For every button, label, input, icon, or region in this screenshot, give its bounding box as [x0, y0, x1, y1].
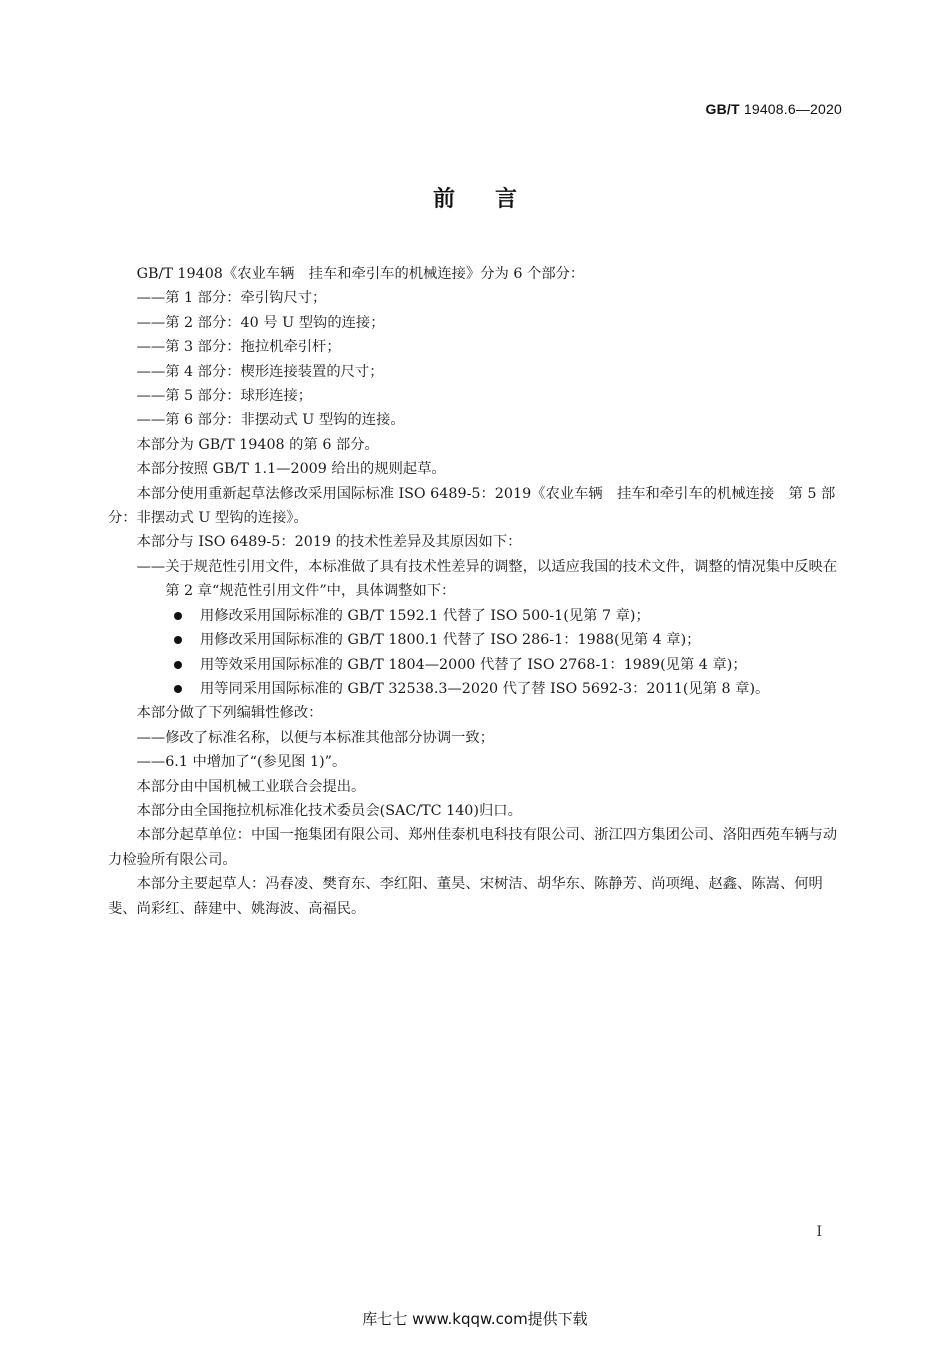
body-paragraph: 本部分为 GB/T 19408 的第 6 部分。 — [136, 436, 379, 453]
part-list-item: ——第 3 部分：拖拉机牵引杆； — [136, 339, 341, 356]
page-title: 前言 — [432, 187, 557, 212]
standard-code: 19408.6—2020 — [743, 101, 842, 117]
bullet-item: 用修改采用国际标准的 GB/T 1592.1 代替了 ISO 500-1(见第 7 章)； — [108, 604, 844, 628]
body-paragraph: 本部分与 ISO 6489-5：2019 的技术性差异及其原因如下： — [136, 534, 522, 551]
drafting-units: 本部分起草单位：中国一拖集团有限公司、郑州佳泰机电科技有限公司、浙江四方集团公司、洛阳西苑车辆与动力检验所有限公司。 — [108, 827, 838, 868]
body-paragraph: 本部分做了下列编辑性修改： — [136, 705, 323, 722]
download-footer: 库七七 www.kqqw.com提供下载 — [362, 1310, 588, 1328]
difference-item: ——关于规范性引用文件，本标准做了具有技术性差异的调整，以适应我国的技术文件，调整的情况集中反映在第 2 章“规范性引用文件”中，具体调整如下： — [136, 558, 838, 600]
bullet-item: 用等效采用国际标准的 GB/T 1804—2000 代替了 ISO 2768-1：1989(见第 4 章)； — [108, 653, 844, 677]
bullet-item: 用等同采用国际标准的 GB/T 32538.3—2020 代了替 ISO 5692-3：2011(见第 8 章)。 — [108, 677, 844, 701]
standard-prefix: GB/T — [705, 101, 740, 117]
edit-list-item: ——修改了标准名称，以便与本标准其他部分协调一致； — [136, 729, 495, 746]
bullet-item: 用修改采用国际标准的 GB/T 1800.1 代替了 ISO 286-1：1988(见第 4 章)； — [108, 628, 844, 652]
part-list-item: ——第 4 部分：楔形连接装置的尺寸； — [136, 363, 384, 380]
body-paragraph: 本部分使用重新起草法修改采用国际标准 ISO 6489-5：2019《农业车辆 挂车和牵引车的机械连接 第 5 部分：非摆动式 U 型钩的连接》。 — [108, 485, 836, 527]
part-list-item: ——第 5 部分：球形连接； — [136, 388, 313, 405]
part-list-item: ——第 1 部分：牵引钩尺寸； — [136, 290, 327, 307]
body-paragraph: 本部分由全国拖拉机标准化技术委员会(SAC/TC 140)归口。 — [136, 802, 522, 819]
drafters: 本部分主要起草人：冯春凌、樊育东、李红阳、董昊、宋树洁、胡华东、陈静芳、尚项绳、赵鑫、陈嵩、何明斐、尚彩红、薛建中、姚海波、高福民。 — [108, 876, 823, 917]
body-paragraph: 本部分由中国机械工业联合会提出。 — [136, 778, 366, 795]
part-list-item: ——第 2 部分：40 号 U 型钩的连接； — [136, 314, 385, 331]
page-number: I — [816, 1224, 822, 1240]
body-paragraph: 本部分按照 GB/T 1.1—2009 给出的规则起草。 — [136, 461, 446, 478]
part-list-item: ——第 6 部分：非摆动式 U 型钩的连接。 — [136, 412, 405, 429]
standard-number — [706, 101, 843, 117]
foreword-body — [108, 262, 844, 921]
edit-list-item: ——6.1 中增加了“(参见图 1)”。 — [136, 754, 347, 771]
intro-paragraph: GB/T 19408《农业车辆 挂车和牵引车的机械连接》分为 6 个部分： — [136, 266, 585, 282]
